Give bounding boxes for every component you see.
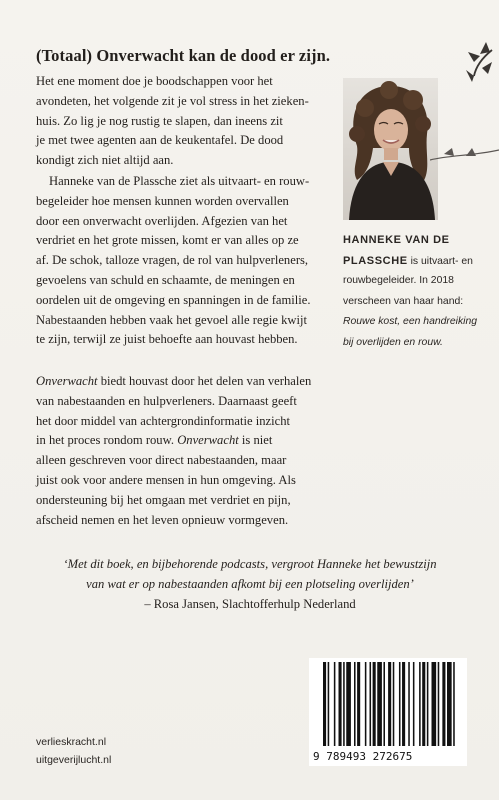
quote-line: ‘Met dit boek, en bijbehorende podcasts, vergroot Hanneke het bewustzijn xyxy=(63,557,437,571)
book-title-italic: Onverwacht xyxy=(36,374,98,388)
barcode-bar xyxy=(357,662,360,746)
text-line: ondersteuning bij het omgaan met verdriet en pijn, xyxy=(36,492,291,507)
barcode-bar xyxy=(383,662,385,746)
author-name: HANNEKE VAN DE xyxy=(343,234,450,246)
quote-attribution: – Rosa Jansen, Slachtofferhulp Nederland xyxy=(144,597,356,611)
website-links xyxy=(36,734,111,769)
barcode-bar xyxy=(413,662,415,746)
text-line xyxy=(343,251,483,272)
barcode-bar xyxy=(393,662,395,746)
text-line: oordelen uit de omgeving en spanningen in de familie. xyxy=(36,292,311,307)
text-run: biedt houvast door het delen van verhalen xyxy=(97,374,312,388)
text-line: rouwbegeleider. In 2018 xyxy=(343,275,454,286)
text-line: afscheid nemen en het leven opnieuw vormgeven. xyxy=(36,512,289,527)
barcode-bar xyxy=(334,662,336,746)
text-line: Nabestaanden hebben vaak het gevoel alle regie kwijt xyxy=(36,312,307,327)
barcode-bar xyxy=(339,662,342,746)
barcode-bar xyxy=(323,662,326,746)
barcode-bar xyxy=(399,662,401,746)
barcode-bar xyxy=(432,662,437,746)
barcode-bar xyxy=(370,662,372,746)
text-line: Hanneke van de Plassche ziet als uitvaart- en rouw- xyxy=(49,174,310,188)
text-line xyxy=(36,431,336,451)
barcode-bar xyxy=(402,662,405,746)
author-photo xyxy=(343,78,438,220)
text-line: verscheen van haar hand: xyxy=(343,295,464,307)
text-run: in het proces rondom rouw. xyxy=(36,433,178,448)
text-line: alleen geschreven voor direct nabestaanden, maar xyxy=(36,453,287,468)
paragraph-intro xyxy=(36,72,336,171)
text-line: te zijn, terwijl ze juist behoefte aan houvast hebben. xyxy=(36,332,298,347)
text-line: door een onverwacht overlijden. Afgezien van het xyxy=(36,213,288,228)
branch-illustration-icon xyxy=(430,40,499,180)
barcode-bar xyxy=(373,662,376,746)
barcode-digits: 9 789493 272675 xyxy=(313,750,413,763)
endorsement-quote xyxy=(20,554,480,614)
barcode-bar xyxy=(377,662,382,746)
text-line xyxy=(36,372,336,392)
barcode-bar xyxy=(388,662,391,746)
author-bio xyxy=(343,230,483,353)
text-line: kondigt zich niet altijd aan. xyxy=(36,153,174,168)
text-line: juist ook voor andere mensen in hun omgeving. Als xyxy=(36,472,296,487)
text-line: begeleider hoe mensen kunnen worden overvallen xyxy=(36,193,289,208)
isbn-barcode xyxy=(309,658,467,766)
barcode-icon xyxy=(309,658,467,766)
barcode-bar xyxy=(343,662,345,746)
text-run: is niet xyxy=(238,433,273,448)
quote-line: van wat er op nabestaanden afkomt bij een plotseling overlijden’ xyxy=(86,577,414,591)
text-line: huis. Zo lig je nog rustig te slapen, dan ineens zit xyxy=(36,113,283,128)
barcode-bar xyxy=(419,662,421,746)
text-line: avondeten, het volgende zit je vol stress in het zieken- xyxy=(36,93,309,108)
paragraph-book-description xyxy=(36,372,336,530)
website-link[interactable]: uitgeverijlucht.nl xyxy=(36,753,112,766)
barcode-bar xyxy=(346,662,351,746)
text-line: het door middel van achtergrondinformatie inzicht xyxy=(36,413,291,428)
barcode-bar xyxy=(427,662,429,746)
barcode-bar xyxy=(438,662,440,746)
text-line: Rouwe kost, een handreiking xyxy=(343,316,478,327)
cover-heading: (Totaal) Onverwacht kan de dood er zijn. xyxy=(36,46,331,65)
text-line: je met twee agenten aan de keukentafel. De dood xyxy=(36,133,284,148)
author-name-cont: PLASSCHE xyxy=(343,254,408,267)
website-link[interactable]: verlieskracht.nl xyxy=(36,736,107,748)
book-title-italic: Onverwacht xyxy=(177,433,239,448)
text-run: is uitvaart- en xyxy=(407,255,473,267)
text-line: Het ene moment doe je boodschappen voor het xyxy=(36,74,273,88)
barcode-bar xyxy=(365,662,367,746)
barcode-bar xyxy=(447,662,452,746)
author-portrait-icon xyxy=(343,78,438,220)
text-line: verdriet en het grote missen, komt er van alles op ze xyxy=(36,233,299,248)
text-line: van nabestaanden en hulpverleners. Daarnaast geeft xyxy=(36,393,297,408)
text-line: af. De schok, talloze vragen, de rol van hulpverleners, xyxy=(36,253,309,268)
barcode-bar xyxy=(408,662,410,746)
text-line: bij overlijden en rouw. xyxy=(343,336,443,348)
barcode-bar xyxy=(442,662,445,746)
paragraph-author-context xyxy=(36,172,336,350)
barcode-bar xyxy=(422,662,425,746)
barcode-bar xyxy=(453,662,455,746)
barcode-bar xyxy=(328,662,330,746)
text-line: gevoelens van schuld en schaamte, de meningen en xyxy=(36,272,295,287)
barcode-bar xyxy=(354,662,356,746)
